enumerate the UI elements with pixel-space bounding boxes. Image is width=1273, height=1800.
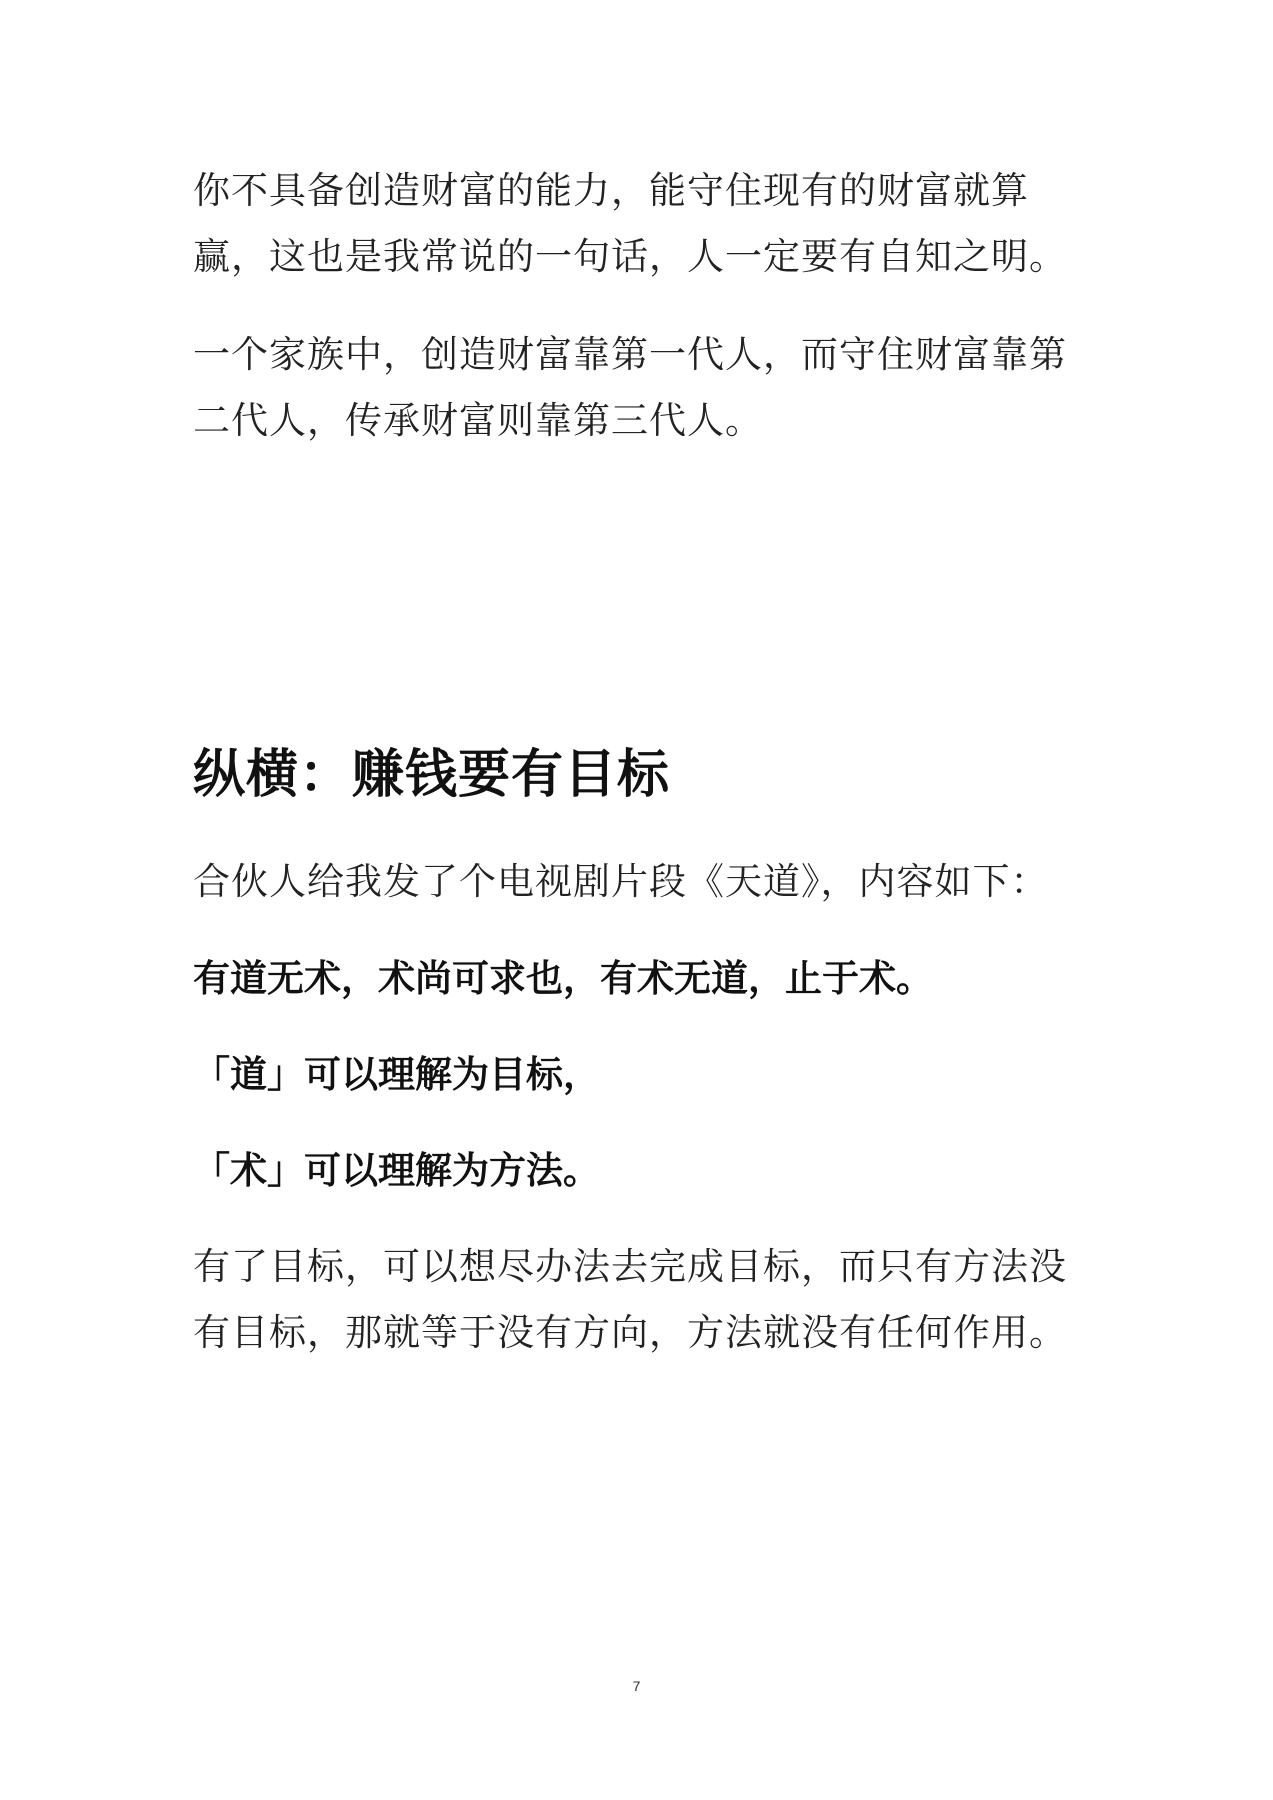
paragraph-intro: 合伙人给我发了个电视剧片段《天道》，内容如下：: [193, 860, 1049, 903]
quote-line: 有道无术，术尚可求也，有术无道，止于术。: [193, 957, 933, 1000]
dao-definition: 「道」可以理解为目标，: [193, 1053, 600, 1096]
section-heading: 纵横：赚钱要有目标: [193, 745, 671, 805]
paragraph-family-generations: 一个家族中，创造财富靠第一代人，而守住财富靠第二代人，传承财富则靠第三代人。: [193, 333, 1067, 442]
page-number: 7: [632, 1678, 641, 1694]
paragraph-conclusion: 有了目标，可以想尽办法去完成目标，而只有方法没有目标，那就等于没有方向，方法就没有任何作用。: [193, 1245, 1067, 1354]
paragraph-wealth-ability: 你不具备创造财富的能力，能守住现有的财富就算赢，这也是我常说的一句话，人一定要有自知之明。: [193, 169, 1067, 278]
shu-definition: 「术」可以理解为方法。: [193, 1149, 600, 1192]
